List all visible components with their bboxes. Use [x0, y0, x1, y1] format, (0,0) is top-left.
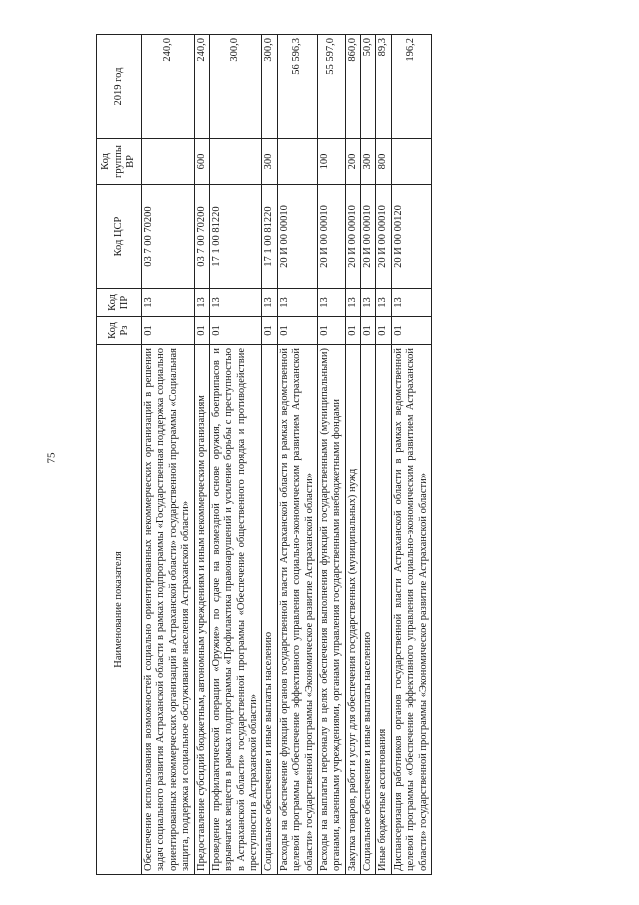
page-number: 75	[45, 452, 58, 464]
row-pr: 13	[391, 289, 431, 317]
rotated-page-content	[96, 35, 611, 875]
row-csr: 20 И 00 00010	[361, 185, 376, 289]
row-rz: 01	[277, 317, 317, 345]
row-pr: 13	[361, 289, 376, 317]
row-csr: 20 И 00 00010	[376, 185, 391, 289]
table-row	[209, 35, 262, 875]
table-row	[262, 35, 277, 875]
row-pr: 13	[376, 289, 391, 317]
header-year: 2019 год	[97, 35, 142, 139]
row-rz: 01	[376, 317, 391, 345]
row-pr: 13	[142, 289, 195, 317]
row-name: Расходы на выплаты персоналу в целях обеспечения выполнения функций государственными (муниципальными) органами, казенными учреждениями, органами управления государственными внебюджетными фондами	[317, 345, 345, 875]
row-amount: 89,3	[376, 35, 391, 139]
row-rz: 01	[391, 317, 431, 345]
row-vr: 800	[376, 139, 391, 185]
row-vr	[391, 139, 431, 185]
row-amount: 240,0	[194, 35, 209, 139]
row-csr: 20 И 00 00010	[317, 185, 345, 289]
row-amount: 300,0	[262, 35, 277, 139]
row-rz: 01	[317, 317, 345, 345]
table-row	[317, 35, 345, 875]
row-pr: 13	[194, 289, 209, 317]
row-name: Диспансеризация работников органов государственной власти Астраханской области в рамках ведомственной целевой программы «Обеспечение эффективного управления социально-экономическим развитием Астраханской области» государственной программы «Экономическое развитие Астраханской области»	[391, 345, 431, 875]
table-row	[142, 35, 195, 875]
row-pr: 13	[317, 289, 345, 317]
row-vr: 600	[194, 139, 209, 185]
row-vr: 100	[317, 139, 345, 185]
row-rz: 01	[209, 317, 262, 345]
row-amount: 240,0	[142, 35, 195, 139]
row-amount: 860,0	[345, 35, 360, 139]
row-name: Иные бюджетные ассигнования	[376, 345, 391, 875]
row-csr: 03 7 00 70200	[194, 185, 209, 289]
row-vr: 300	[361, 139, 376, 185]
row-name: Обеспечение использования возможностей социально ориентированных некоммерческих организаций в решении задач социального развития Астраханской области в рамках подпрограммы «Государственная поддержка социально ориентированных некоммерческих организаций в Астраханской области» государственной программы «Социальная защита, поддержка и социальное обслуживание населения Астраханской области»	[142, 345, 195, 875]
row-vr: 300	[262, 139, 277, 185]
table-row	[194, 35, 209, 875]
row-amount: 196,2	[391, 35, 431, 139]
row-pr: 13	[262, 289, 277, 317]
row-name: Социальное обеспечение и иные выплаты населению	[361, 345, 376, 875]
row-rz: 01	[361, 317, 376, 345]
row-amount: 50,0	[361, 35, 376, 139]
row-vr	[277, 139, 317, 185]
table-row	[277, 35, 317, 875]
row-pr: 13	[345, 289, 360, 317]
table-row	[345, 35, 360, 875]
row-vr: 200	[345, 139, 360, 185]
row-rz: 01	[262, 317, 277, 345]
header-vr: Код группы ВР	[97, 139, 142, 185]
row-csr: 20 И 00 00010	[277, 185, 317, 289]
row-name: Проведение профилактической операции «Оружие» по сдаче на возмездной основе оружия, боеприпасов и взрывчатых веществ в рамках подпрограммы «Профилактика правонарушений и усиление борьбы с преступностью в Астраханской области» государственной программы «Обеспечение общественного порядка и противодействие преступности в Астраханской области»	[209, 345, 262, 875]
row-csr: 03 7 00 70200	[142, 185, 195, 289]
header-pr: Код ПР	[97, 289, 142, 317]
row-csr: 17 1 00 81220	[262, 185, 277, 289]
table-header-row	[97, 35, 142, 875]
row-vr	[142, 139, 195, 185]
row-amount: 55 597,0	[317, 35, 345, 139]
row-name: Предоставление субсидий бюджетным, автономным учреждениям и иным некоммерческим организациям	[194, 345, 209, 875]
row-rz: 01	[345, 317, 360, 345]
header-name: Наименование показателя	[97, 345, 142, 875]
budget-table	[96, 34, 432, 875]
header-rz: Код Рз	[97, 317, 142, 345]
header-csr: Код ЦСР	[97, 185, 142, 289]
row-name: Социальное обеспечение и иные выплаты населению	[262, 345, 277, 875]
row-csr: 20 И 00 00120	[391, 185, 431, 289]
row-vr	[209, 139, 262, 185]
row-rz: 01	[142, 317, 195, 345]
table-row	[376, 35, 391, 875]
row-amount: 56 596,3	[277, 35, 317, 139]
row-pr: 13	[209, 289, 262, 317]
row-amount: 300,0	[209, 35, 262, 139]
table-row	[361, 35, 376, 875]
row-name: Расходы на обеспечение функций органов государственной власти Астраханской области в рамках ведомственной целевой программы «Обеспечение эффективного управления социально-экономическим развитием Астраханской области» государственной программы «Экономическое развитие Астраханской области»	[277, 345, 317, 875]
row-csr: 20 И 00 00010	[345, 185, 360, 289]
row-csr: 17 1 00 81220	[209, 185, 262, 289]
row-pr: 13	[277, 289, 317, 317]
table-row	[391, 35, 431, 875]
row-name: Закупка товаров, работ и услуг для обеспечения государственных (муниципальных) нужд	[345, 345, 360, 875]
row-rz: 01	[194, 317, 209, 345]
